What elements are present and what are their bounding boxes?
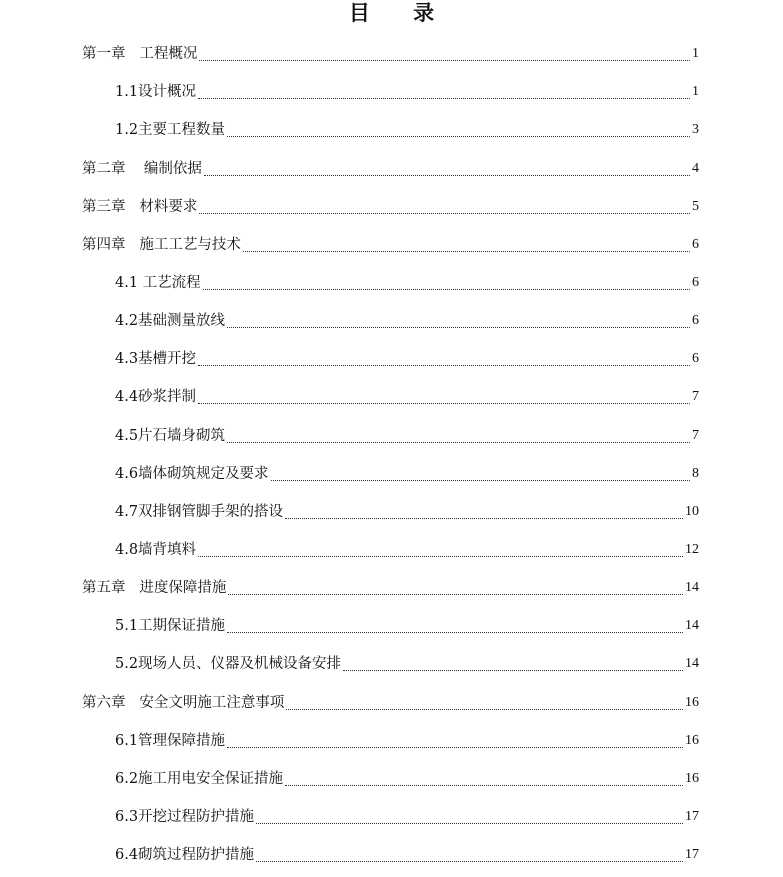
toc-chapter-entry[interactable] bbox=[0, 31, 783, 69]
dot-leader bbox=[204, 175, 690, 176]
toc-entry-label: 第一章 工程概况 bbox=[82, 46, 198, 63]
toc-page-number: 7 bbox=[692, 389, 699, 405]
dot-leader bbox=[199, 213, 690, 214]
toc-entry-label: 4.6墙体砌筑规定及要求 bbox=[115, 465, 269, 482]
toc-entry-label: 5.1工期保证措施 bbox=[115, 618, 226, 635]
toc-page-number: 14 bbox=[685, 580, 699, 596]
toc-page-number: 14 bbox=[685, 618, 699, 634]
toc-section-entry[interactable] bbox=[0, 641, 783, 679]
toc-entry-label: 第二章 编制依据 bbox=[82, 160, 202, 177]
dot-leader bbox=[199, 60, 690, 61]
toc-title: 目 录 bbox=[348, 0, 453, 25]
toc-page-number: 5 bbox=[692, 198, 699, 214]
toc-entry-label: 4.2基础测量放线 bbox=[115, 313, 226, 330]
dot-leader bbox=[227, 632, 683, 633]
toc-entry-label: 4.3基槽开挖 bbox=[115, 351, 197, 368]
dot-leader bbox=[227, 327, 690, 328]
toc-page-number: 7 bbox=[692, 427, 699, 443]
toc-section-entry[interactable] bbox=[0, 718, 783, 756]
toc-page-number: 6 bbox=[692, 274, 699, 290]
toc-entry-label: 6.3开挖过程防护措施 bbox=[115, 808, 255, 825]
toc-section-entry[interactable] bbox=[0, 336, 783, 374]
toc-section-entry[interactable] bbox=[0, 374, 783, 412]
toc-entry-label: 6.1管理保障措施 bbox=[115, 732, 226, 749]
toc-entry-label: 4.7双排钢管脚手架的搭设 bbox=[115, 503, 284, 520]
toc-chapter-entry[interactable] bbox=[0, 679, 783, 717]
dot-leader bbox=[198, 98, 690, 99]
dot-leader bbox=[343, 670, 683, 671]
toc-page-number: 4 bbox=[692, 160, 699, 176]
toc-section-entry[interactable] bbox=[0, 527, 783, 565]
table-of-contents bbox=[0, 31, 783, 870]
toc-section-entry[interactable] bbox=[0, 412, 783, 450]
dot-leader bbox=[285, 518, 683, 519]
dot-leader bbox=[285, 785, 683, 786]
toc-entry-label: 1.1设计概况 bbox=[115, 84, 197, 101]
toc-chapter-entry[interactable] bbox=[0, 145, 783, 183]
toc-page-number: 17 bbox=[685, 847, 699, 863]
toc-entry-label: 4.8墙背填料 bbox=[115, 541, 197, 558]
toc-page-number: 1 bbox=[692, 46, 699, 62]
dot-leader bbox=[227, 747, 683, 748]
dot-leader bbox=[286, 709, 683, 710]
dot-leader bbox=[227, 442, 690, 443]
toc-entry-label: 4.1 工艺流程 bbox=[115, 274, 201, 291]
toc-page-number: 6 bbox=[692, 351, 699, 367]
dot-leader bbox=[243, 251, 690, 252]
toc-page-number: 16 bbox=[685, 694, 699, 710]
toc-chapter-entry[interactable] bbox=[0, 565, 783, 603]
toc-section-entry[interactable] bbox=[0, 69, 783, 107]
toc-page-number: 8 bbox=[692, 465, 699, 481]
toc-page-number: 1 bbox=[692, 84, 699, 100]
toc-entry-label: 6.2施工用电安全保证措施 bbox=[115, 770, 284, 787]
toc-section-entry[interactable] bbox=[0, 794, 783, 832]
toc-section-entry[interactable] bbox=[0, 832, 783, 870]
toc-entry-label: 5.2现场人员、仪器及机械设备安排 bbox=[115, 656, 342, 673]
toc-entry-label: 第六章 安全文明施工注意事项 bbox=[82, 694, 285, 711]
toc-page-number: 16 bbox=[685, 770, 699, 786]
toc-page-number: 14 bbox=[685, 656, 699, 672]
toc-page-number: 6 bbox=[692, 236, 699, 252]
dot-leader bbox=[228, 594, 683, 595]
toc-section-entry[interactable] bbox=[0, 451, 783, 489]
toc-page-number: 17 bbox=[685, 808, 699, 824]
toc-section-entry[interactable] bbox=[0, 489, 783, 527]
dot-leader bbox=[203, 289, 690, 290]
toc-section-entry[interactable] bbox=[0, 107, 783, 145]
dot-leader bbox=[198, 403, 690, 404]
toc-entry-label: 6.4砌筑过程防护措施 bbox=[115, 847, 255, 864]
toc-page-number: 12 bbox=[685, 541, 699, 557]
toc-entry-label: 第四章 施工工艺与技术 bbox=[82, 236, 241, 253]
toc-entry-label: 第三章 材料要求 bbox=[82, 198, 198, 215]
toc-page-number: 3 bbox=[692, 122, 699, 138]
toc-page-number: 6 bbox=[692, 313, 699, 329]
toc-chapter-entry[interactable] bbox=[0, 184, 783, 222]
toc-section-entry[interactable] bbox=[0, 756, 783, 794]
toc-chapter-entry[interactable] bbox=[0, 222, 783, 260]
toc-section-entry[interactable] bbox=[0, 603, 783, 641]
dot-leader bbox=[227, 136, 690, 137]
toc-section-entry[interactable] bbox=[0, 298, 783, 336]
toc-entry-label: 第五章 进度保障措施 bbox=[82, 580, 227, 597]
toc-entry-label: 4.4砂浆拌制 bbox=[115, 389, 197, 406]
toc-page-number: 16 bbox=[685, 732, 699, 748]
toc-entry-label: 1.2主要工程数量 bbox=[115, 122, 226, 139]
dot-leader bbox=[256, 861, 683, 862]
dot-leader bbox=[198, 365, 690, 366]
dot-leader bbox=[271, 480, 690, 481]
dot-leader bbox=[198, 556, 683, 557]
dot-leader bbox=[256, 823, 683, 824]
toc-entry-label: 4.5片石墙身砌筑 bbox=[115, 427, 226, 444]
toc-section-entry[interactable] bbox=[0, 260, 783, 298]
toc-page-number: 10 bbox=[685, 503, 699, 519]
